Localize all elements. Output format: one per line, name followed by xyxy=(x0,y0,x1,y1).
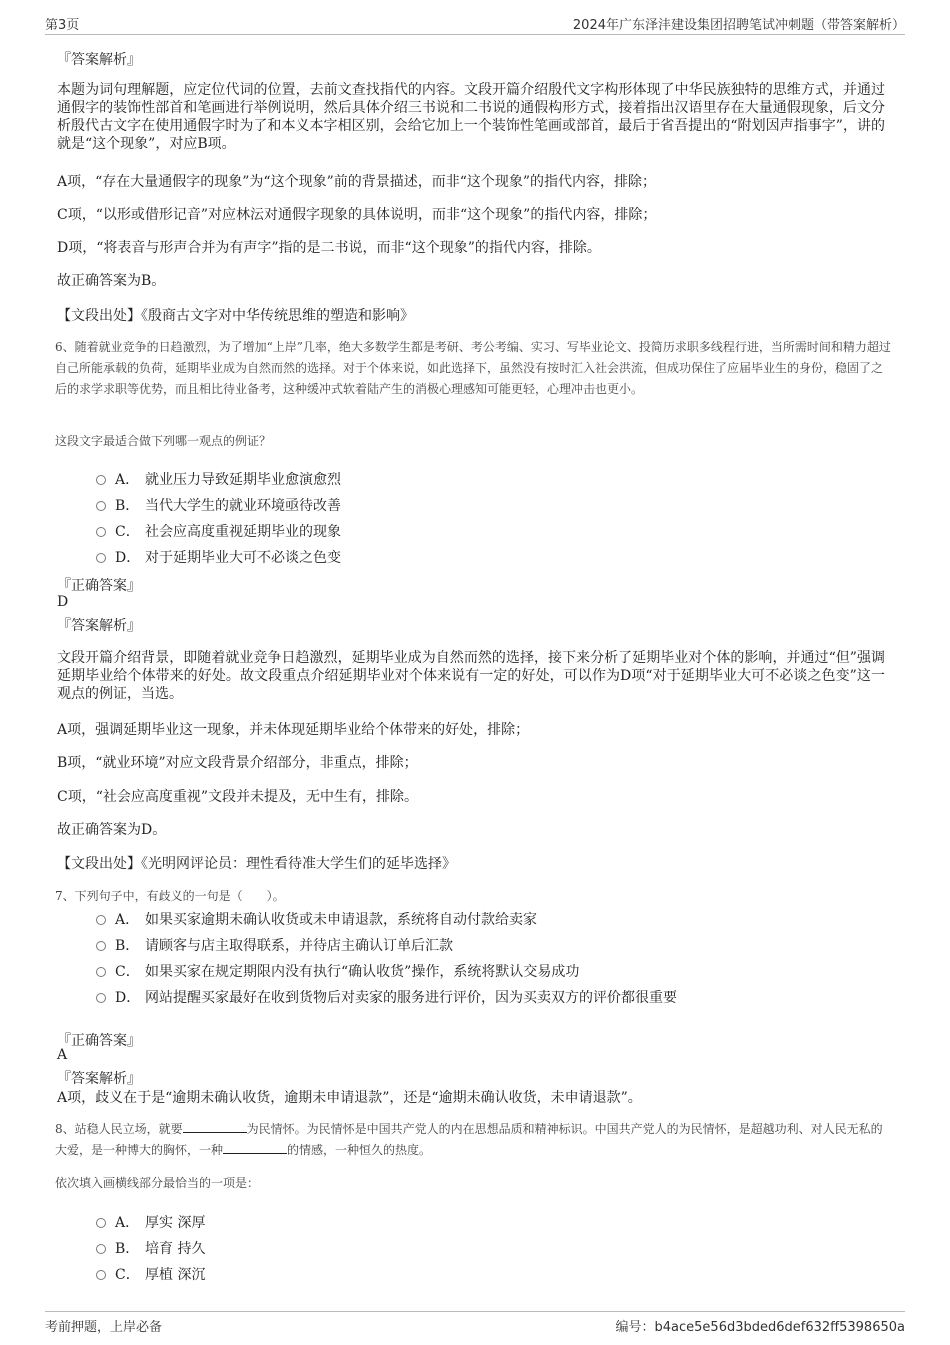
source-citation: 【文段出处】《光明网评论员：理性看待准大学生们的延毕选择》 xyxy=(57,856,456,872)
analysis-label: 『答案解析』 xyxy=(57,52,141,68)
analysis-line-c: C项，“以形或借形记音”对应林沄对通假字现象的具体说明，而非“这个现象”的指代内容，排除； xyxy=(57,207,657,223)
page-number: 第3页 xyxy=(45,18,80,33)
radio-icon[interactable] xyxy=(96,967,106,977)
question-6-prompt: 这段文字最适合做下列哪一观点的例证？ xyxy=(55,434,272,448)
question-6-option-c[interactable]: C． 社会应高度重视延期毕业的现象 xyxy=(96,521,341,541)
footer-slogan: 考前押题，上岸必备 xyxy=(45,1320,163,1335)
radio-icon[interactable] xyxy=(96,527,106,537)
question-8-option-a[interactable]: A． 厚实 深厚 xyxy=(96,1212,205,1232)
radio-icon[interactable] xyxy=(96,941,106,951)
conclusion: 故正确答案为B。 xyxy=(57,273,166,289)
document-title: 2024年广东泽沣建设集团招聘笔试冲刺题（带答案解析） xyxy=(572,18,905,33)
analysis-line-c: C项，“社会应高度重视”文段并未提及，无中生有，排除。 xyxy=(57,789,419,805)
fill-blank-1 xyxy=(183,1122,247,1133)
page-footer xyxy=(45,1311,905,1334)
question-6-option-d[interactable]: D． 对于延期毕业大可不必谈之色变 xyxy=(96,547,341,567)
question-7-option-d[interactable]: D． 网站提醒买家最好在收到货物后对卖家的服务进行评价，因为买卖双方的评价都很重要 xyxy=(96,987,677,1007)
source-citation: 【文段出处】《殷商古文字对中华传统思维的塑造和影响》 xyxy=(57,308,414,324)
correct-answer: D xyxy=(57,594,69,610)
answer-label: 『正确答案』 xyxy=(57,578,141,594)
radio-icon[interactable] xyxy=(96,1218,106,1228)
analysis-paragraph: 文段开篇介绍背景，即随着就业竞争日趋激烈，延期毕业成为自然而然的选择，接下来分析了延期毕业对个体的影响，并通过“但”强调延期毕业给个体带来的好处。故文段重点介绍延期毕业对个体来说有一定的好处，可以作为D项“对于延期毕业大可不必谈之色变”这一观点的例证，当选。 xyxy=(57,650,885,702)
radio-icon[interactable] xyxy=(96,475,106,485)
question-7-option-c[interactable]: C． 如果买家在规定期限内没有执行“确认收货”操作，系统将默认交易成功 xyxy=(96,961,579,981)
radio-icon[interactable] xyxy=(96,553,106,563)
fill-blank-2 xyxy=(223,1143,287,1154)
analysis-label: 『答案解析』 xyxy=(57,1071,141,1087)
question-8-stem: 8、站稳人民立场，就要 为民情怀。为民情怀是中国共产党人的内在思想品质和精神标识。中国共产党人的为民情怀，是超越功利、对人民无私的大爱，是一种博大的胸怀，一种 的情感，一种恒久的热度。 xyxy=(55,1122,883,1157)
question-8-option-b[interactable]: B． 培育 持久 xyxy=(96,1238,205,1258)
question-7-option-a[interactable]: A． 如果买家逾期未确认收货或未申请退款，系统将自动付款给卖家 xyxy=(96,909,537,929)
radio-icon[interactable] xyxy=(96,993,106,1003)
question-7-option-b[interactable]: B． 请顾客与店主取得联系，并待店主确认订单后汇款 xyxy=(96,935,453,955)
question-8-option-c[interactable]: C． 厚植 深沉 xyxy=(96,1264,205,1284)
radio-icon[interactable] xyxy=(96,1244,106,1254)
analysis-line-b: B项，“就业环境”对应文段背景介绍部分，非重点，排除； xyxy=(57,755,418,771)
question-6-stem: 6、随着就业竞争的日趋激烈，为了增加“上岸”几率，绝大多数学生都是考研、考公考编、实习、写毕业论文、投简历求职多线程行进，当所需时间和精力超过自己所能承载的负荷，延期毕业成为自然而然的选择。对于个体来说，如此选择下，虽然没有按时汇入社会洪流，但成功保住了应届毕业生的身份，稳固了之后的求学求职等优势，而且相比待业备考，这种缓冲式软着陆产生的消极心理感知可能更轻，心理冲击也更小。 xyxy=(55,340,891,396)
question-6-option-a[interactable]: A． 就业压力导致延期毕业愈演愈烈 xyxy=(96,469,341,489)
question-7-stem: 7、下列句子中，有歧义的一句是（ ）。 xyxy=(55,889,285,903)
analysis-line-a: A项，“存在大量通假字的现象”为“这个现象”前的背景描述，而非“这个现象”的指代内容，排除； xyxy=(57,174,657,190)
page-header xyxy=(45,14,905,35)
analysis-line-d: D项，“将表音与形声合并为有声字”指的是二书说，而非“这个现象”的指代内容，排除。 xyxy=(57,240,601,256)
correct-answer: A xyxy=(57,1047,68,1063)
question-6-option-b[interactable]: B． 当代大学生的就业环境亟待改善 xyxy=(96,495,341,515)
radio-icon[interactable] xyxy=(96,915,106,925)
document-serial: 编号：b4ace5e56d3bded6def632ff5398650a xyxy=(615,1320,905,1335)
analysis-paragraph: A项，歧义在于是“逾期未确认收货，逾期未申请退款”，还是“逾期未确认收货，未申请退款”。 xyxy=(57,1090,642,1106)
conclusion: 故正确答案为D。 xyxy=(57,822,167,838)
question-8-prompt: 依次填入画横线部分最恰当的一项是： xyxy=(55,1176,260,1190)
analysis-paragraph: 本题为词句理解题，应定位代词的位置，去前文查找指代的内容。文段开篇介绍殷代文字构形体现了中华民族独特的思维方式，并通过通假字的装饰性部首和笔画进行举例说明，然后具体介绍三书说和二书说的通假构形方式，接着指出汉语里存在大量通假现象，后文分析殷代古文字在使用通假字时为了和本义本字相区别，会给它加上一个装饰性笔画或部首，最后于省吾提出的“附划因声指事字”，讲的就是“这个现象”，对应B项。 xyxy=(57,82,885,152)
analysis-label: 『答案解析』 xyxy=(57,618,141,634)
answer-label: 『正确答案』 xyxy=(57,1033,141,1049)
analysis-line-a: A项，强调延期毕业这一现象，并未体现延期毕业给个体带来的好处，排除； xyxy=(57,722,530,738)
radio-icon[interactable] xyxy=(96,501,106,511)
radio-icon[interactable] xyxy=(96,1270,106,1280)
